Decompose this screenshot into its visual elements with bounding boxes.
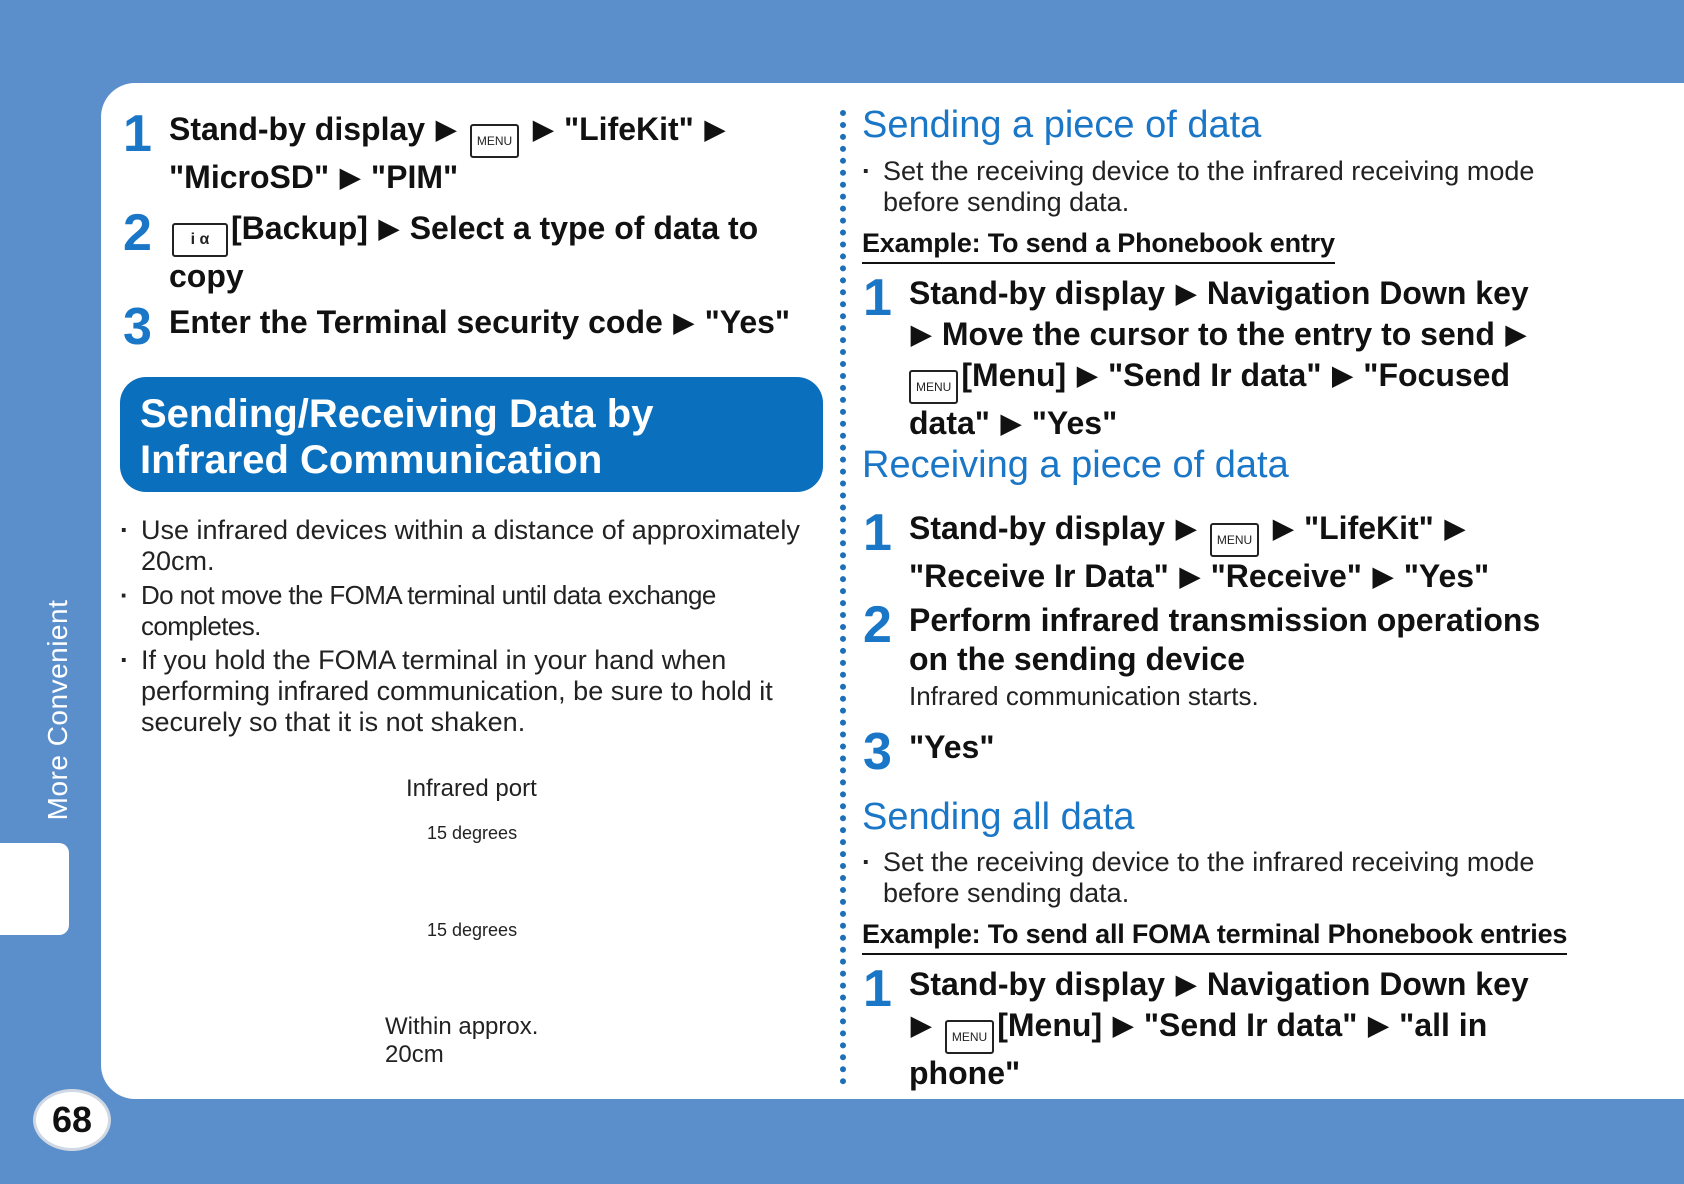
arrow-icon: ▶ [1179, 561, 1200, 591]
step-segment: "Send Ir data" [1107, 357, 1322, 393]
i-alpha-key-icon: i α [172, 223, 228, 257]
example-send-piece: Example: To send a Phonebook entry [862, 228, 1335, 264]
step-text [169, 110, 727, 199]
step-segment: [Menu] [961, 357, 1067, 393]
step-segment: "Receive" [1210, 558, 1362, 594]
arrow-icon: ▶ [1175, 278, 1196, 308]
arrow-icon: ▶ [911, 319, 931, 349]
step-segment: [Backup] [231, 210, 368, 246]
step-note: Infrared communication starts. [909, 681, 1259, 711]
heading-send-piece: Sending a piece of data [862, 104, 1262, 146]
step-segment: "LifeKit" [1303, 510, 1434, 546]
step-segment: Navigation Down key [1206, 275, 1529, 311]
arrow-icon: ▶ [378, 213, 399, 243]
step-segment: "Yes" [1403, 558, 1490, 594]
step-number: 3 [863, 723, 892, 781]
menu-key-icon: MENU [1210, 523, 1259, 557]
step-number: 1 [863, 269, 892, 327]
left-step-3 [123, 298, 833, 356]
step-number: 1 [863, 960, 892, 1018]
bullet-item: · Use infrared devices within a distance of approximately 20cm. [120, 515, 820, 577]
arrow-icon: ▶ [1332, 360, 1353, 390]
arrow-icon: ▶ [911, 1010, 931, 1040]
distance-line: 20cm [385, 1041, 444, 1068]
distance-line: Within approx. [385, 1013, 539, 1040]
arrow-icon: ▶ [673, 307, 694, 337]
receive-step-1 [863, 504, 1563, 598]
step-segment: "Send Ir data" [1143, 1007, 1358, 1043]
example-send-all: Example: To send all FOMA terminal Phonebook entries [862, 919, 1567, 955]
receive-step-3 [863, 723, 1563, 781]
figure-angle-bottom: 15 degrees [427, 920, 518, 940]
step-segment: "Yes" [1031, 405, 1118, 441]
banner-title: Sending/Receiving Data by Infrared Communication [140, 392, 654, 482]
step-text [909, 509, 1489, 598]
step-segment: Stand-by display [909, 966, 1166, 1002]
heading-receive-piece: Receiving a piece of data [862, 444, 1289, 486]
arrow-icon: ▶ [1175, 513, 1196, 543]
arrow-icon: ▶ [1505, 319, 1526, 349]
step-segment: Enter the Terminal security code [169, 304, 663, 340]
arrow-icon: ▶ [533, 114, 554, 144]
bullet-item: · Do not move the FOMA terminal until data exchange completes. [120, 580, 820, 642]
left-bullet-list [120, 515, 820, 741]
step-number: 2 [123, 204, 152, 262]
heading-send-all: Sending all data [862, 796, 1135, 838]
figure-port-label: Infrared port [406, 775, 537, 802]
step-segment: Stand-by display [169, 111, 426, 147]
step-number: 1 [863, 504, 892, 562]
arrow-icon: ▶ [1368, 1010, 1389, 1040]
step-segment: "Yes" [704, 304, 791, 340]
bullet-item: · If you hold the FOMA terminal in your hand when performing infrared communication, be sure to hold it securely so that it is not shaken. [120, 645, 820, 738]
figure-distance-label [385, 1013, 538, 1069]
receive-step-2 [863, 596, 1563, 713]
arrow-icon: ▶ [435, 114, 456, 144]
bullet-item: · Set the receiving device to the infrared receiving mode before sending data. [862, 156, 1582, 218]
arrow-icon: ▶ [1077, 360, 1098, 390]
arrow-icon: ▶ [1372, 561, 1393, 591]
arrow-icon: ▶ [340, 162, 361, 192]
step-segment: "Receive Ir Data" [909, 558, 1169, 594]
arrow-icon: ▶ [704, 114, 725, 144]
step-segment: Stand-by display [909, 510, 1166, 546]
menu-key-icon: MENU [909, 370, 958, 404]
arrow-icon: ▶ [1112, 1010, 1133, 1040]
section-side-label: More Convenient [42, 599, 73, 821]
column-divider [840, 110, 846, 1085]
menu-key-icon: MENU [945, 1020, 994, 1054]
bullet-item: · Set the receiving device to the infrared receiving mode before sending data. [862, 847, 1582, 909]
step-segment: "LifeKit" [563, 111, 694, 147]
step-segment: "PIM" [370, 159, 459, 195]
step-segment: Stand-by display [909, 275, 1166, 311]
step-text [909, 965, 1563, 1093]
arrow-icon: ▶ [1175, 969, 1196, 999]
send-all-step-1 [863, 960, 1563, 1093]
section-index-tab [0, 843, 69, 935]
arrow-icon: ▶ [1000, 408, 1021, 438]
step-segment: Perform infrared transmission operations on the sending device [909, 602, 1541, 677]
step-segment: Select a type of data to copy [169, 210, 759, 294]
figure-angle-top: 15 degrees [427, 823, 518, 843]
section-banner [120, 377, 823, 492]
menu-key-icon: MENU [470, 124, 519, 158]
left-step-2 [123, 204, 833, 296]
step-segment: "MicroSD" [169, 159, 330, 195]
step-segment: Navigation Down key [1206, 966, 1529, 1002]
step-segment: "Focused data" [909, 357, 1511, 441]
step-segment: [Menu] [997, 1007, 1103, 1043]
page-number: 68 [33, 1089, 111, 1151]
arrow-icon: ▶ [1273, 513, 1294, 543]
send-piece-step-1 [863, 269, 1563, 445]
step-number: 2 [863, 596, 892, 654]
step-text [909, 601, 1563, 713]
left-step-1 [123, 105, 833, 199]
arrow-icon: ▶ [1444, 513, 1465, 543]
step-number: 3 [123, 298, 152, 356]
step-segment: "all in phone" [909, 1007, 1488, 1091]
step-segment: Move the cursor to the entry to send [941, 316, 1495, 352]
step-number: 1 [123, 105, 152, 163]
step-text [169, 209, 833, 296]
step-text [169, 303, 790, 353]
step-text: "Yes" [909, 729, 995, 765]
send-piece-bullet [862, 156, 1582, 221]
send-all-bullet [862, 847, 1582, 912]
step-text [909, 274, 1563, 445]
